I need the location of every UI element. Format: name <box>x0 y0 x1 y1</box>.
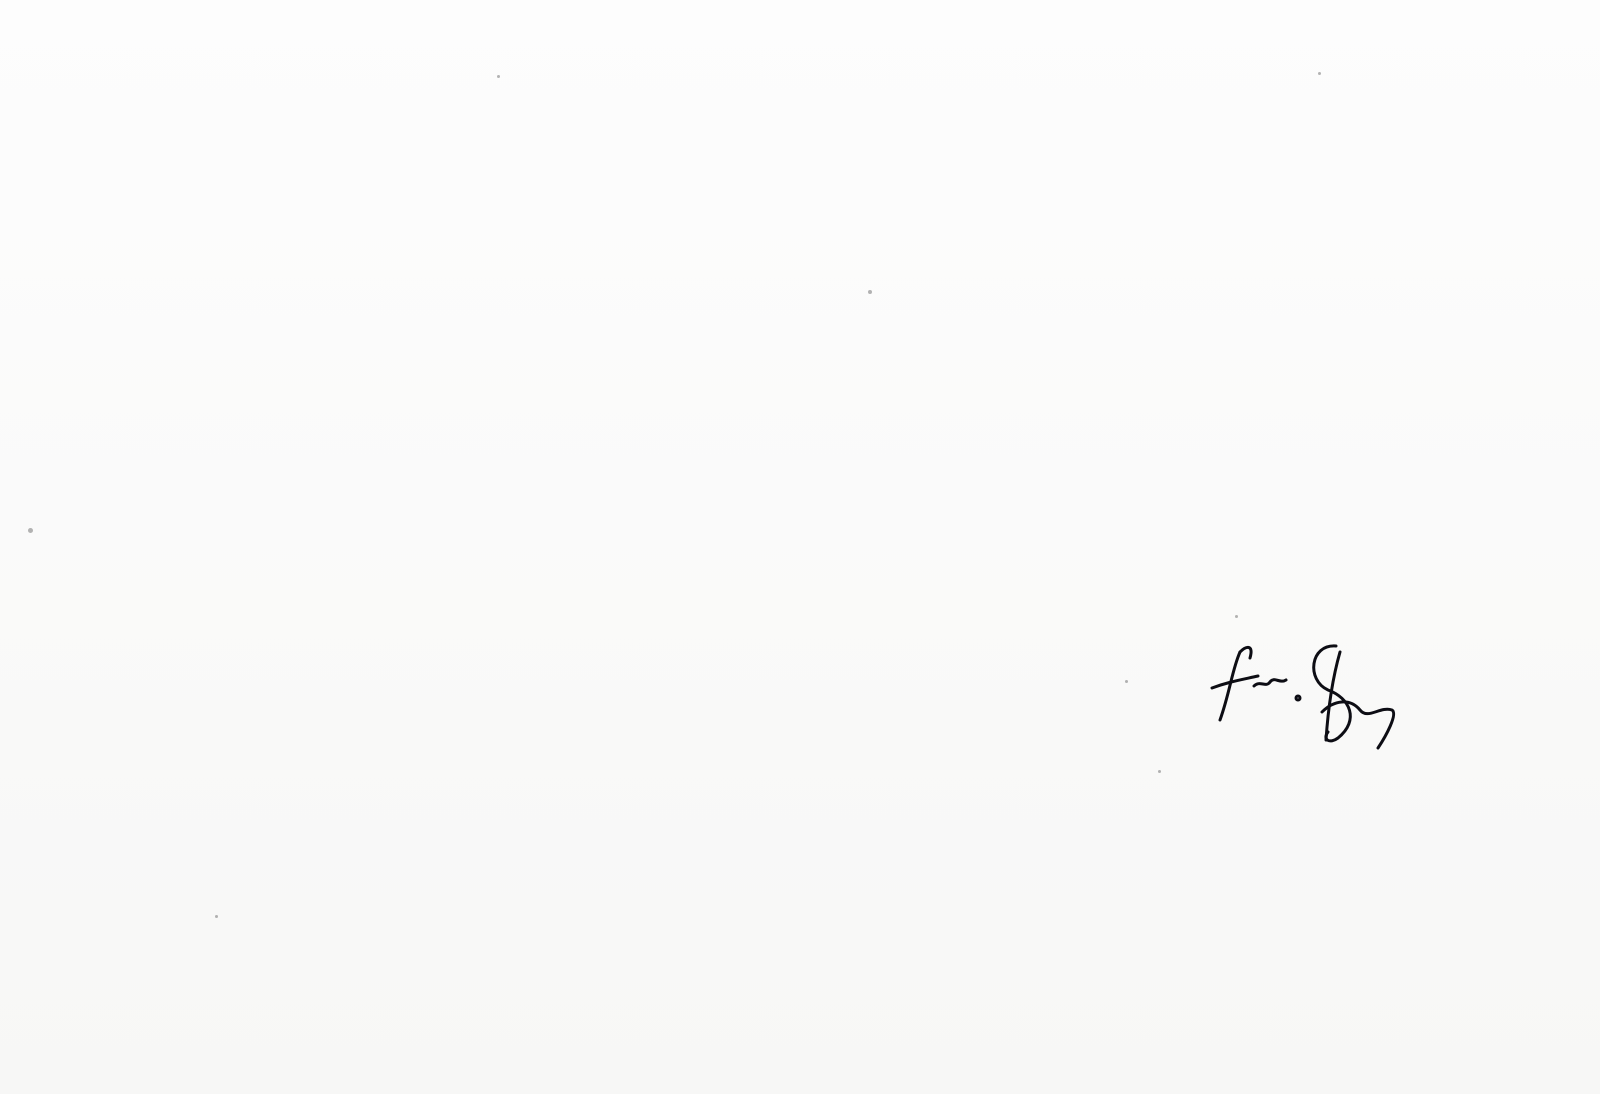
handwritten-signature <box>1210 640 1600 800</box>
body-line-2 <box>212 338 1600 398</box>
scan-speck <box>28 528 33 533</box>
body-line-3 <box>212 398 1600 454</box>
scan-speck <box>1125 680 1128 683</box>
scan-speck <box>215 915 218 918</box>
college-seal <box>22 0 372 340</box>
scan-speck <box>497 75 500 78</box>
scan-speck <box>1158 770 1161 773</box>
scan-speck <box>1235 615 1238 618</box>
notice-body <box>212 338 1600 454</box>
scan-speck <box>868 290 872 294</box>
scan-speck <box>1318 72 1321 75</box>
